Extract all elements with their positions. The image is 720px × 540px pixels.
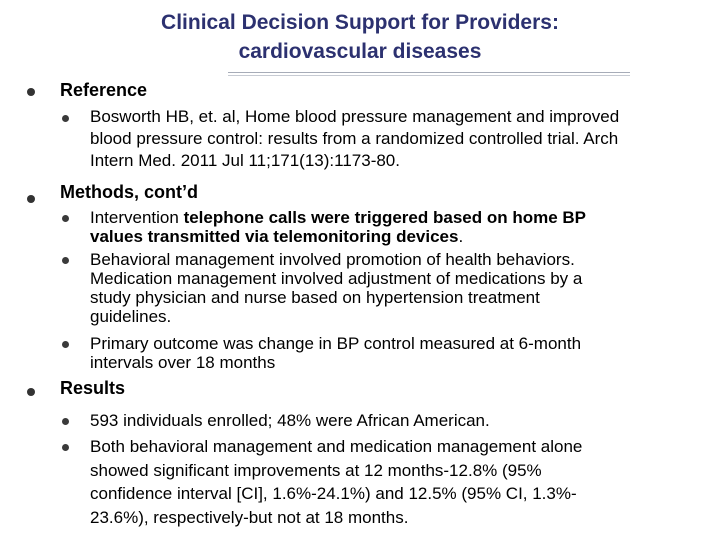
text-line: 593 individuals enrolled; 48% were African American. [90,411,490,430]
bullet-icon [62,215,69,222]
text-line: confidence interval [CI], 1.6%-24.1%) and 12.5% (95% CI, 1.3%- [90,484,577,503]
text-line [90,227,586,246]
methods-behavioral-item [90,250,582,326]
title-line-1: Clinical Decision Support for Providers: [161,11,559,34]
section-heading-reference: Reference [60,80,148,100]
text-line: intervals over 18 months [90,353,276,372]
section-heading-methods: Methods, cont’d [60,182,198,202]
methods-outcome-item [90,334,581,372]
text-line [90,208,586,227]
intervention-bold-1: telephone calls were triggered based on home BP [183,208,587,227]
text-line: Intern Med. 2011 Jul 11;171(13):1173-80. [90,151,400,170]
text-line: blood pressure control: results from a randomized controlled trial. Arch [90,129,619,148]
results-enrollment-item [90,409,490,433]
methods-intervention-item [90,208,586,246]
title-line-2: cardiovascular diseases [238,40,482,63]
text-line: 23.6%), respectively-but not at 18 months. [90,507,409,527]
bullet-icon [27,195,35,203]
bullet-icon [62,341,69,348]
text-line: Bosworth HB, et. al, Home blood pressure management and improved [90,107,620,126]
bullet-icon [27,88,35,96]
text-line: Both behavioral management and medication management alone [90,437,583,456]
bullet-icon [62,418,69,425]
reference-citation [90,106,619,172]
intervention-suffix: . [458,227,464,246]
results-improvements-item [90,435,582,529]
intervention-prefix: Intervention [90,208,184,227]
text-line: showed significant improvements at 12 months-12.8% (95% [90,460,542,480]
text-line: Behavioral management involved promotion of health behaviors. [90,250,575,269]
slide-title [0,8,720,66]
bullet-icon [27,388,35,396]
text-line: Primary outcome was change in BP control measured at 6-month [90,334,582,353]
intervention-bold-2: values transmitted via telemonitoring devices [90,227,459,246]
text-line: Medication management involved adjustment of medications by a [90,269,583,288]
text-line: guidelines. [90,307,172,326]
text-line: study physician and nurse based on hypertension treatment [90,288,540,307]
bullet-icon [62,115,69,122]
title-divider [228,72,630,73]
bullet-icon [62,444,69,451]
title-divider-lower [228,75,630,76]
bullet-icon [62,257,69,264]
section-heading-results: Results [60,378,126,398]
